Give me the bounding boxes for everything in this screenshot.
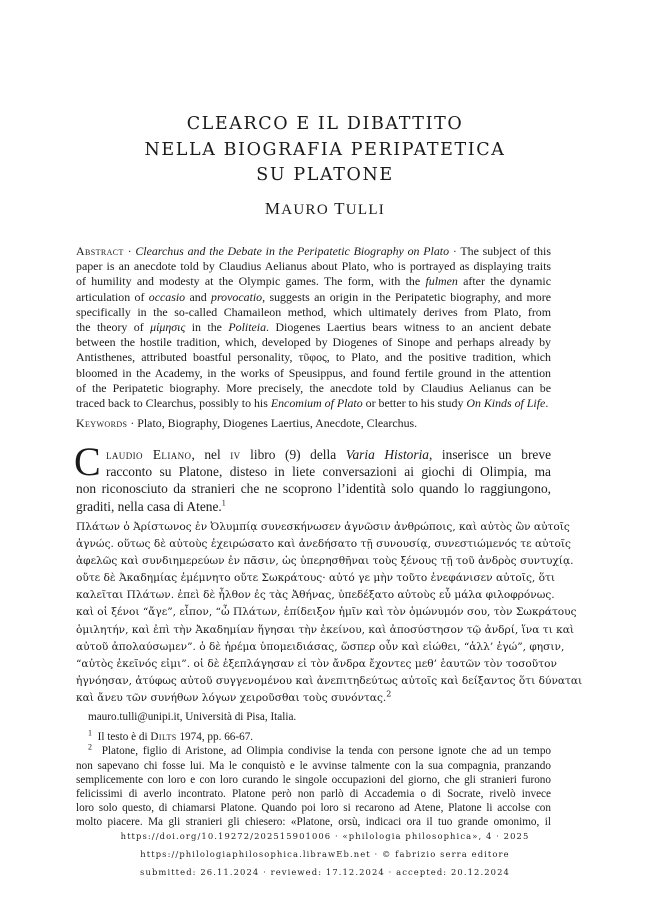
author-email-affiliation: mauro.tulli@unipi.it, Università di Pisa, Italia. (88, 711, 297, 723)
footer-dates: submitted: 26.11.2024 · reviewed: 17.12.2024 · accepted: 20.12.2024 (140, 867, 510, 877)
abstract-line (76, 366, 551, 381)
author-name (0, 199, 650, 219)
abstract-italic: fulmen (425, 274, 458, 289)
author-last-initial: T (334, 199, 346, 218)
greek-quotation (76, 519, 583, 707)
greek-line: ὁμιλητήν, καὶ ἐπὶ τὴν Ἀκαδημίαν ἥγησαι τὴν ἐκείνου, καὶ ἀποσύστησον τῷ ἀνδρί, ἵνα τι καὶ (76, 623, 575, 636)
body-line (76, 446, 551, 463)
abstract-text: · The subject of this (449, 244, 551, 258)
body-name-smallcaps: laudio Eliano (106, 447, 192, 462)
author-affiliation (76, 710, 551, 724)
body-italic-title: Varia Historia (345, 447, 429, 462)
author-first-initial: M (264, 199, 282, 218)
abstract-text: between the hostile tradition, which, developed by Diogenes of Sinope and perhaps already by (76, 335, 551, 350)
author-last-rest: ULLI (345, 202, 386, 218)
footnote-text: 1974, pp. 66-67. (176, 731, 254, 744)
abstract-line (76, 320, 551, 335)
body-paragraph (74, 439, 552, 515)
abstract-line (76, 396, 551, 411)
abstract-text: articulation of (76, 289, 149, 304)
footnote-2-line: semplicemente con loro e con loro curando le singole occupazioni del giorno, che gli stranieri furono (76, 773, 551, 786)
abstract-text: and (185, 289, 212, 304)
keywords-text: · Plato, Biography, Diogenes Laertius, Anecdote, Clearchus. (127, 416, 418, 430)
abstract-line (76, 290, 551, 305)
article-title-line-1: CLEARCO E IL DIBATTITO (186, 114, 464, 134)
body-text: graditi, nella casa di Atene. (76, 498, 222, 514)
footnote-2-line: loro solo questo, di chiamarsi Platone. Quando poi loro si recarono ad Atene, Platone li accolse con (76, 802, 551, 815)
drop-cap: C (74, 439, 101, 484)
abstract (76, 244, 551, 411)
abstract-italic: Encomium of Plato (270, 395, 363, 410)
abstract-italic: occasio (148, 289, 186, 304)
abstract-text: . (545, 395, 549, 410)
abstract-italic: provocatio (211, 289, 263, 304)
footnote-ref-2[interactable]: 2 (386, 689, 392, 699)
abstract-text: Antisthenes, attributed boastful personality, τῦφος, to Plato, and the positive tradition, which (76, 350, 551, 365)
footnote-number: 1 (88, 728, 92, 738)
footnote-author-smallcaps: Dilts (150, 731, 177, 744)
abstract-text: , suggests an origin in the Peripatetic biography, and more (262, 289, 551, 304)
footnotes (76, 710, 551, 830)
abstract-text: of humility and modesty at the Olympic games. The form, with the (76, 274, 426, 289)
abstract-text: in the (185, 319, 229, 334)
abstract-italic: μίμησις (150, 319, 186, 334)
keywords (76, 416, 551, 431)
abstract-italic: Politeia (228, 319, 267, 334)
greek-line: καλεῖται Πλάτων. ἐπεὶ δὲ ἦλθον ἐς τὰς Ἀθήνας, ὑπεδέξατο αὐτοὺς εὖ μάλα φιλοφρόνως. (76, 589, 555, 602)
greek-line: Πλάτων ὁ Ἀρίστωνος ἐν Ὀλυμπίᾳ συνεσκήνωσεν ἀγνῶσιν ἀνθρώποις, καὶ αὐτὸς ὢν αὐτοῖς (76, 521, 570, 533)
body-text: libro (9) della (240, 447, 346, 462)
abstract-line (76, 274, 551, 289)
footer-publisher: https://philologiaphilosophica.librawEb.net · © fabrizio serra editore (140, 849, 510, 859)
greek-line: καὶ οἱ ξένοι “ἄγε”, εἶπον, “ὦ Πλάτων, ἐπίδειξον ἡμῖν καὶ τὸν ὁμώνυμόν σου, τὸν Σωκράτους (76, 606, 577, 619)
article-title-line-2: NELLA BIOGRAFIA PERIPATETICA (144, 140, 506, 160)
footnote-1 (76, 730, 551, 744)
author-first-rest: AURO (281, 202, 329, 218)
footnote-text: Il testo è di (97, 731, 151, 744)
abstract-english-title: Clearchus and the Debate in the Peripatetic Biography on Plato (135, 244, 450, 258)
abstract-text: paper is an anecdote told by Claudius Aelianus about Plato, who is portrayed as displaying traits (76, 259, 551, 274)
keywords-label: Keywords (76, 416, 128, 430)
abstract-line (76, 335, 551, 350)
abstract-line (76, 350, 551, 365)
greek-text: καὶ ἄνευ τῶν συνήθων λόγων χειροῦσθαι τοὺς συνόντας. (76, 691, 387, 704)
abstract-text: traced back to Clearchus, possibly to his (76, 395, 271, 410)
article-title-line-3: SU PLATONE (256, 165, 394, 185)
footnote-2-line: molto piacere. Ma gli stranieri gli chiesero: «Platone, orsù, indicaci ora il tuo grande omonimo, il (76, 816, 551, 829)
footnote-2-line: non sapevano chi fosse lui. Ma le conquistò e le avvinse talmente con la sua compagnia, pranzando (76, 759, 551, 772)
abstract-text: the theory of (76, 319, 151, 334)
greek-line: ἠγνόησαν, ἀτύφως αὐτοῦ συγγενομένου καὶ ἀνεπιτηδεύτως αὐτοῖς καὶ δείξαντος ὅτι δύναται (76, 674, 583, 687)
body-roman-numeral: iv (230, 447, 241, 462)
body-line (76, 498, 551, 515)
abstract-text: after the dynamic (457, 274, 551, 289)
abstract-label: Abstract (76, 244, 124, 258)
abstract-italic: On Kinds of Life (466, 395, 546, 410)
footnote-2-line: felicissimi di averlo incontrato. Platone però non parlò di Accademia o di Socrate, rivelò invece (76, 787, 551, 800)
abstract-text: bloomed in the Academy, in the works of Speusippus, and found fertile ground in the attention (76, 365, 551, 380)
body-text: , inserisce un breve (429, 447, 552, 462)
separator: · (123, 244, 136, 258)
body-text: , nel (191, 447, 231, 462)
abstract-line (76, 381, 551, 396)
greek-line: ἀφελῶς καὶ συνδιημερεύων ἐν πᾶσιν, ὡς ὑπερησθῆναι τοὺς ξένους τῇ τοῦ ἀνδρὸς συντυχίᾳ. (76, 555, 574, 568)
greek-line: “αὐτὸς ἐκεῖνός εἰμι”. οἱ δὲ ἐξεπλάγησαν εἰ τὸν ἄνδρα ἔχοντες μεθ’ ἑαυτῶν τὸν τοσοῦτον (76, 657, 557, 670)
footnote-2-line (76, 744, 551, 758)
greek-line: αὐτοῦ ἀπολαύσωμεν”. ὁ δὲ ἠρέμα ὑπομειδιάσας, ὥσπερ οὖν καὶ εἰώθει, “ἀλλ’ ἐγώ”, φησιν, (76, 640, 565, 653)
footnote-number: 2 (88, 742, 92, 752)
abstract-text: or better to his study (362, 395, 467, 410)
abstract-line (76, 259, 551, 274)
greek-line (76, 690, 551, 707)
abstract-line (76, 305, 551, 320)
abstract-line (76, 244, 551, 259)
body-line: racconto su Platone, disteso in liete conversazioni ai giochi di Olimpia, ma (106, 464, 551, 480)
footer-doi-journal: https://doi.org/10.19272/202515901006 · «philologia philosophica», 4 · 2025 (120, 831, 530, 841)
abstract-text: specifically in the so-called Chamaileon method, which ultimately derives from Plato, from (76, 304, 551, 319)
abstract-text: of the Peripatetic biography. More precisely, the anecdote told by Claudius Aelianus can be (76, 380, 551, 395)
greek-line: οὔτε δὲ Ἀκαδημίας ἐμέμνητο οὔτε Σωκράτους· αὐτό γε μὴν τοῦτο ἐνεφάνισεν αὐτοῖς, ὅτι (76, 572, 556, 585)
abstract-text: . Diogenes Laertius bears witness to an ancient debate (266, 319, 551, 334)
greek-line: ἀγνώς. οὕτως δὲ αὐτοὺς ἐχειρώσατο καὶ ἀνεδήσατο τῇ συνουσίᾳ, συνεστιώμενός τε αὐτοῖς (76, 538, 571, 551)
body-line: non riconosciuto da stranieri che ne scoprono l’identità solo quando lo raggiungono, (76, 481, 551, 497)
footnote-text: Platone, figlio di Aristone, ad Olimpia condivise la tenda con persone ignote che ad un tempo (101, 745, 552, 758)
footnote-ref-1[interactable]: 1 (221, 498, 226, 508)
